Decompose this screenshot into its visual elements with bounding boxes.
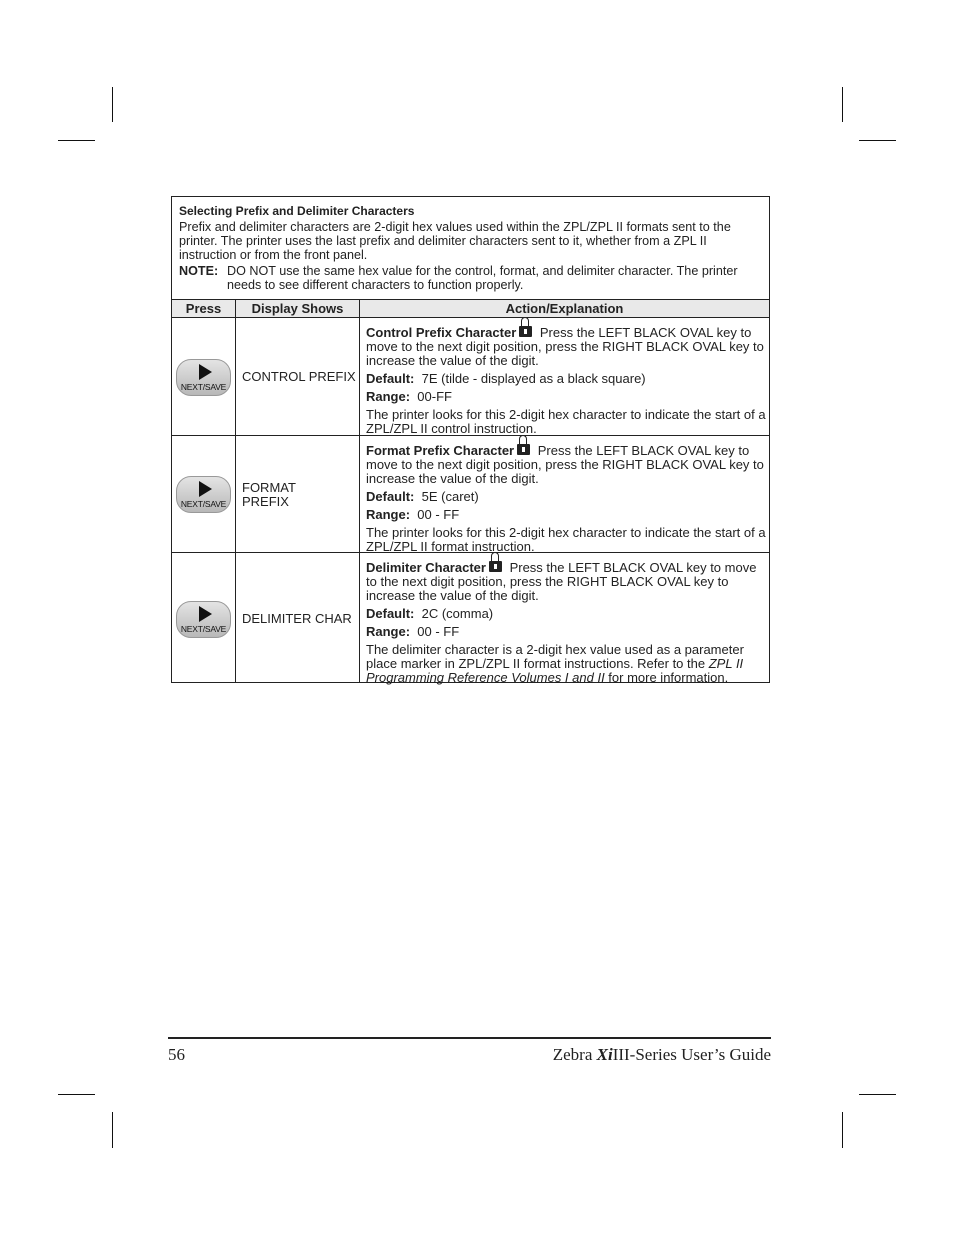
display-text: DELIMITER CHAR <box>242 611 352 626</box>
explanation-text-end: for more information. <box>604 670 729 685</box>
padlock-icon <box>489 558 502 574</box>
action-explanation <box>366 558 766 689</box>
action-instruction: Press the LEFT BLACK OVAL key to move to the next digit position, press the RIGHT BLACK OVAL key to increase the value of the digit. <box>366 443 764 486</box>
range-value: 00 - FF <box>417 507 460 522</box>
table-row <box>172 436 769 552</box>
column-header-press: Press <box>185 301 222 316</box>
page-number: 56 <box>168 1045 185 1064</box>
default-value: 7E (tilde - displayed as a black square) <box>421 371 646 386</box>
table-intro <box>179 204 764 292</box>
display-text: FORMAT PREFIX <box>242 480 296 509</box>
padlock-icon <box>519 323 532 339</box>
guide-title <box>553 1045 771 1065</box>
key-label: NEXT/SAVE <box>180 499 227 509</box>
padlock-icon <box>517 441 530 457</box>
action-heading: Delimiter Character <box>366 560 486 575</box>
reference-title: ZPL II Programming Reference Volumes I and II <box>366 656 744 685</box>
crop-mark <box>58 1094 95 1095</box>
range-label: Range: <box>366 389 411 404</box>
default-value: 2C (comma) <box>421 606 494 621</box>
note-text: DO NOT use the same hex value for the control, format, and delimiter character. The printer needs to see different characters to function properly. <box>227 264 738 292</box>
table-row <box>172 318 769 435</box>
guide-suffix: III-Series User’s Guide <box>612 1045 771 1064</box>
play-arrow-icon <box>199 606 212 622</box>
action-heading: Control Prefix Character <box>366 325 517 340</box>
key-label: NEXT/SAVE <box>180 382 227 392</box>
action-explanation <box>366 441 766 558</box>
play-arrow-icon <box>199 481 212 497</box>
default-label: Default: <box>366 489 415 504</box>
range-label: Range: <box>366 507 411 522</box>
column-header-action: Action/Explanation <box>505 301 624 316</box>
play-arrow-icon <box>199 364 212 380</box>
action-explanation-text: The printer looks for this 2-digit hex character to indicate the start of a ZPL/ZPL II format instruction. <box>366 525 766 554</box>
crop-mark <box>842 87 843 122</box>
crop-mark <box>112 87 113 122</box>
next-save-key[interactable] <box>176 601 231 638</box>
prefix-delimiter-table <box>171 196 770 683</box>
explanation-text: The delimiter character is a 2-digit hex value used as a parameter place marker in ZPL/ZPL II format instructions. Refer to the <box>366 642 744 671</box>
action-explanation-text <box>366 643 766 685</box>
crop-mark <box>112 1112 113 1148</box>
action-instruction: Press the LEFT BLACK OVAL key to move to the next digit position, press the RIGHT BLACK OVAL key to increase the value of the digit. <box>366 325 764 368</box>
table-title: Selecting Prefix and Delimiter Characters <box>179 204 415 218</box>
crop-mark <box>842 1112 843 1148</box>
crop-mark <box>859 1094 896 1095</box>
action-heading: Format Prefix Character <box>366 443 515 458</box>
action-instruction: Press the LEFT BLACK OVAL key to move to the next digit position, press the RIGHT BLACK OVAL key to increase the value of the digit. <box>366 560 757 603</box>
range-label: Range: <box>366 624 411 639</box>
footer-rule <box>168 1037 771 1039</box>
default-label: Default: <box>366 371 415 386</box>
range-value: 00-FF <box>417 389 452 404</box>
intro-text: Prefix and delimiter characters are 2-digit hex values used within the ZPL/ZPL II formats sent to the printer. The printer uses the last prefix and delimiter characters sent to it, whether from a ZPL II instruction or from the front panel. <box>179 220 731 262</box>
crop-mark <box>58 140 95 141</box>
note-label: NOTE: <box>179 264 219 278</box>
next-save-key[interactable] <box>176 476 231 513</box>
crop-mark <box>859 140 896 141</box>
display-text: CONTROL PREFIX <box>242 369 356 384</box>
column-header-display: Display Shows <box>251 301 344 316</box>
default-label: Default: <box>366 606 415 621</box>
range-value: 00 - FF <box>417 624 460 639</box>
action-explanation-text: The printer looks for this 2-digit hex character to indicate the start of a ZPL/ZPL II control instruction. <box>366 407 766 436</box>
note <box>179 264 764 292</box>
key-label: NEXT/SAVE <box>180 624 227 634</box>
default-value: 5E (caret) <box>421 489 479 504</box>
guide-prefix: Zebra <box>552 1045 597 1064</box>
action-explanation <box>366 323 766 440</box>
column-header-row <box>172 299 769 318</box>
table-row <box>172 553 769 685</box>
guide-brand: Xi <box>596 1045 613 1064</box>
next-save-key[interactable] <box>176 359 231 396</box>
